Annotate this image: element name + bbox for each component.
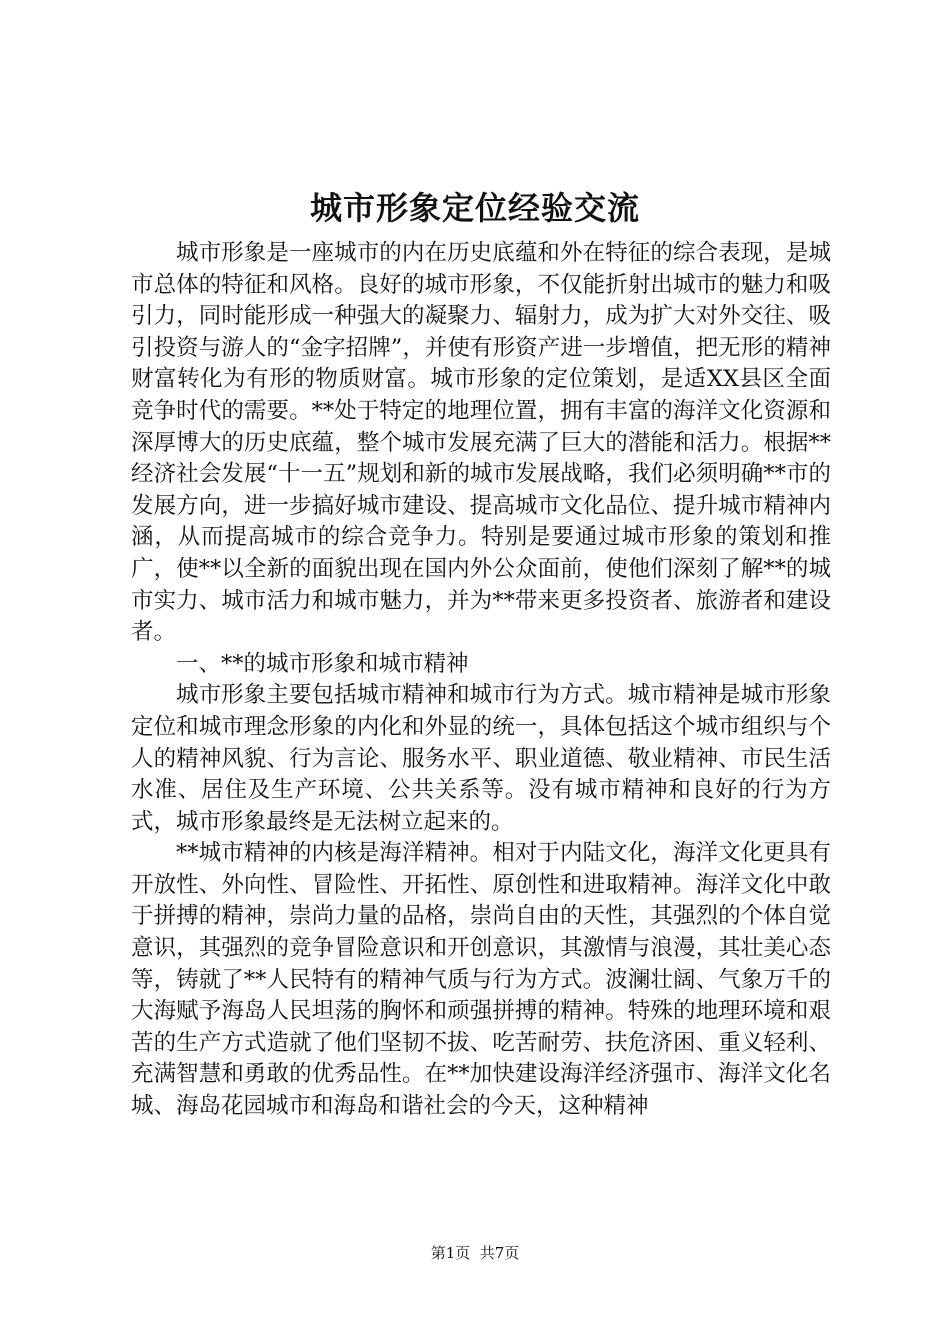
document-body xyxy=(131,238,831,1123)
intro-paragraph: 城市形象是一座城市的内在历史底蕴和外在特征的综合表现，是城市总体的特征和风格。良好的城市形象，不仅能折射出城市的魅力和吸引力，同时能形成一种强大的凝聚力、辐射力，成为扩大对外交往、吸引投资与游人的“金字招牌”，并使有形资产进一步增值，把无形的精神财富转化为有形的物质财富。城市形象的定位策划，是适XX县区全面竞争时代的需要。**处于特定的地理位置，拥有丰富的海洋文化资源和深厚博大的历史底蕴，整个城市发展充满了巨大的潜能和活力。根据**经济社会发展“十一五”规划和新的城市发展战略，我们必须明确**市的发展方向，进一步搞好城市建设、提高城市文化品位、提升城市精神内涵，从而提高城市的综合竞争力。特别是要通过城市形象的策划和推广，使**以全新的面貌出现在国内外公众面前，使他们深刻了解**的城市实力、城市活力和城市魅力，并为**带来更多投资者、旅游者和建设者。 xyxy=(131,240,831,646)
section-heading: 一、**的城市形象和城市精神 xyxy=(176,650,469,677)
page-number-label: 第1页 共7页 xyxy=(430,1244,520,1262)
body-paragraph: 城市形象主要包括城市精神和城市行为方式。城市精神是城市形象定位和城市理念形象的内化和外显的统一，具体包括这个城市组织与个人的精神风貌、行为言论、服务水平、职业道德、敬业精神、市民生活水准、居住及生产环境、公共关系等。没有城市精神和良好的行为方式，城市形象最终是无法树立起来的。 xyxy=(131,682,831,835)
body-paragraph: **城市精神的内核是海洋精神。相对于内陆文化，海洋文化更具有开放性、外向性、冒险性、开拓性、原创性和进取精神。海洋文化中敢于拼搏的精神，崇尚力量的品格，崇尚自由的天性，其强烈的个体自觉意识，其强烈的竞争冒险意识和开创意识，其激情与浪漫，其壮美心态等，铸就了**人民特有的精神气质与行为方式。波澜壮阔、气象万千的大海赋予海岛人民坦荡的胸怀和顽强拼搏的精神。特殊的地理环境和艰苦的生产方式造就了他们坚韧不拔、吃苦耐劳、扶危济困、重义轻利、充满智慧和勇敢的优秀品性。在**加快建设海洋经济强市、海洋文化名城、海岛花园城市和海岛和谐社会的今天，这种精神 xyxy=(131,840,831,1120)
page-footer xyxy=(0,1243,950,1263)
document-title: 城市形象定位经验交流 xyxy=(309,189,640,227)
